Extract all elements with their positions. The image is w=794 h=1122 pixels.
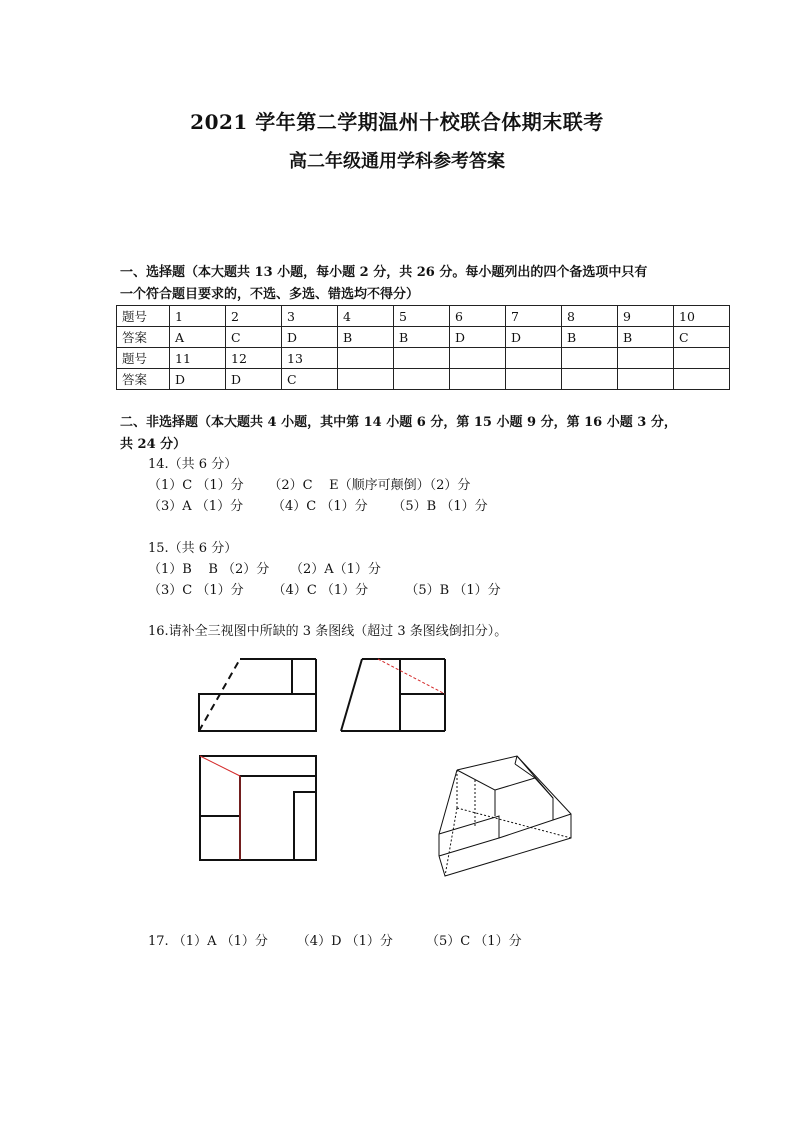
table-cell	[618, 348, 674, 369]
added-line-side	[378, 659, 445, 694]
table-cell: D	[170, 369, 226, 390]
page-subtitle: 高二年级通用学科参考答案	[289, 151, 505, 172]
table-row	[117, 369, 730, 390]
table-cell: 10	[674, 306, 730, 327]
table-cell: 5	[394, 306, 450, 327]
front-view-drawing	[196, 656, 320, 734]
table-cell: D	[226, 369, 282, 390]
table-row-header: 题号	[117, 348, 170, 369]
table-cell: 2	[226, 306, 282, 327]
table-cell: C	[282, 369, 338, 390]
table-row	[117, 348, 730, 369]
top-view-drawing	[198, 754, 318, 862]
table-row	[117, 306, 730, 327]
table-cell: B	[562, 327, 618, 348]
table-cell: C	[674, 327, 730, 348]
section2-heading-line1: 二、非选择题（本大题共 4 小题，其中第 14 小题 6 分，第 15 小题 9 分，第 16 小题 3 分，	[120, 415, 677, 430]
table-row-header: 答案	[117, 327, 170, 348]
table-cell: D	[506, 327, 562, 348]
added-line-top-diagonal	[200, 756, 240, 776]
table-row-header: 答案	[117, 369, 170, 390]
table-cell: 3	[282, 306, 338, 327]
table-cell	[450, 369, 506, 390]
q15-line2: （3）C （1）分 （4）C （1）分 （5）B （1）分	[148, 583, 501, 598]
q15-title: 15.（共 6 分）	[148, 541, 238, 556]
section1-heading-line1: 一、选择题（本大题共 13 小题，每小题 2 分，共 26 分。每小题列出的四个备选项中只有	[120, 265, 648, 280]
section1-heading	[120, 262, 690, 306]
q15-line1: （1）B B （2）分 （2）A（1）分	[148, 562, 381, 577]
q17-line: 17. （1）A （1）分 （4）D （1）分 （5）C （1）分	[148, 934, 522, 949]
table-cell: B	[618, 327, 674, 348]
table-cell: 6	[450, 306, 506, 327]
table-cell: A	[170, 327, 226, 348]
table-cell: B	[338, 327, 394, 348]
table-cell: 12	[226, 348, 282, 369]
table-cell	[338, 369, 394, 390]
isometric-view-drawing	[395, 750, 575, 880]
table-cell: 9	[618, 306, 674, 327]
table-cell	[394, 348, 450, 369]
section1-heading-line2: 一个符合题目要求的，不选、多选、错选均不得分）	[120, 287, 420, 302]
table-cell: 1	[170, 306, 226, 327]
table-cell: D	[282, 327, 338, 348]
section2-heading-line2: 共 24 分）	[120, 437, 187, 452]
q16-title: 16.请补全三视图中所缺的 3 条图线（超过 3 条图线倒扣分）。	[148, 624, 508, 639]
q14-line2: （3）A （1）分 （4）C （1）分 （5）B （1）分	[148, 499, 488, 514]
q14-line1: （1）C （1）分 （2）C E（顺序可颠倒）（2）分	[148, 478, 471, 493]
table-cell	[562, 348, 618, 369]
table-cell	[618, 369, 674, 390]
table-row-header: 题号	[117, 306, 170, 327]
table-cell: D	[450, 327, 506, 348]
table-cell	[394, 369, 450, 390]
table-cell: 4	[338, 306, 394, 327]
side-view-drawing	[338, 656, 448, 734]
answer-table	[116, 305, 730, 390]
table-cell	[450, 348, 506, 369]
table-cell: 11	[170, 348, 226, 369]
page-title: 2021 学年第二学期温州十校联合体期末联考	[190, 110, 604, 134]
table-cell	[338, 348, 394, 369]
table-cell: 13	[282, 348, 338, 369]
table-cell	[674, 348, 730, 369]
table-cell	[562, 369, 618, 390]
table-cell: 8	[562, 306, 618, 327]
q14-title: 14.（共 6 分）	[148, 457, 238, 472]
table-row	[117, 327, 730, 348]
table-cell	[506, 369, 562, 390]
table-cell: 7	[506, 306, 562, 327]
table-cell	[506, 348, 562, 369]
section2-heading	[120, 412, 690, 456]
table-cell: B	[394, 327, 450, 348]
table-cell: C	[226, 327, 282, 348]
table-cell	[674, 369, 730, 390]
